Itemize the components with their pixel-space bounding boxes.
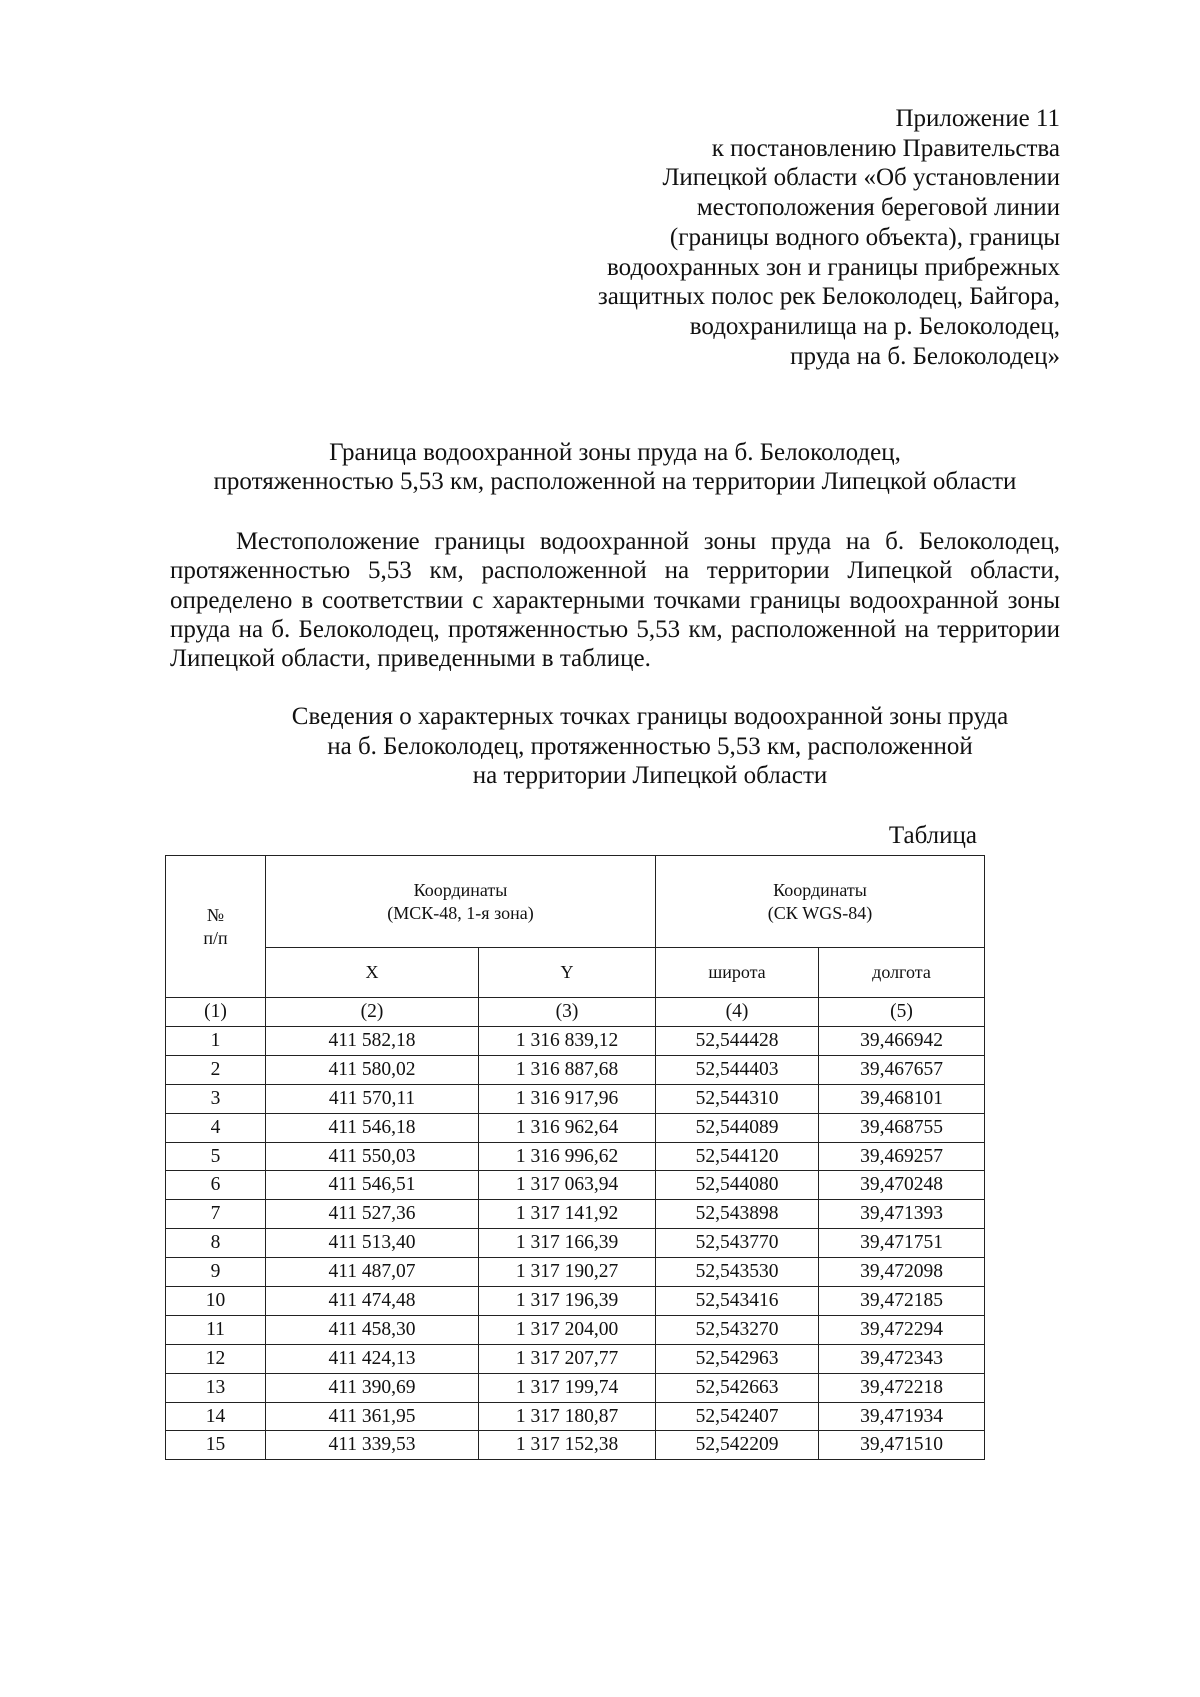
table-row (166, 1229, 985, 1258)
table-row (166, 1200, 985, 1229)
table-cell: 411 582,18 (266, 1027, 479, 1056)
table-cell: 411 424,13 (266, 1344, 479, 1373)
table-row (166, 1344, 985, 1373)
table-cell: 39,472294 (819, 1315, 985, 1344)
table-row (166, 1113, 985, 1142)
table-cell: 2 (166, 1055, 266, 1084)
table-cell: 1 316 887,68 (479, 1055, 656, 1084)
table-cell: 52,542663 (656, 1373, 819, 1402)
col-num-header: № п/п (166, 856, 266, 998)
appendix-line: защитных полос рек Белоколодец, Байгора, (597, 283, 1060, 311)
table-cell: 411 580,02 (266, 1055, 479, 1084)
table-cell: 14 (166, 1402, 266, 1431)
table-cell: 39,468755 (819, 1113, 985, 1142)
table-cell: 39,470248 (819, 1171, 985, 1200)
table-cell: 1 317 204,00 (479, 1315, 656, 1344)
column-index-row (166, 998, 985, 1027)
table-cell: 52,544080 (656, 1171, 819, 1200)
table-cell: 39,471510 (819, 1431, 985, 1460)
table-row (166, 1373, 985, 1402)
table-cell: 52,543416 (656, 1287, 819, 1316)
table-cell: 411 546,18 (266, 1113, 479, 1142)
table-row (166, 1055, 985, 1084)
body-paragraph: Местоположение границы водоохранной зоны пруда на б. Белоколодец, протяженностью 5,53 км, расположенной на территории Липецкой области, определено в соответствии с характерными точками границы водоохранной зоны пруда на б. Белоколодец, протяженностью 5,53 км, расположенной на территории Липецкой области, приведенными в таблице. (170, 528, 1060, 673)
table-cell: 52,544089 (656, 1113, 819, 1142)
table-label: Таблица (888, 822, 977, 849)
table-cell: 39,472218 (819, 1373, 985, 1402)
table-cell: 1 316 996,62 (479, 1142, 656, 1171)
table-cell: 411 527,36 (266, 1200, 479, 1229)
column-index-cell: (1) (166, 998, 266, 1027)
table-cell: 39,472343 (819, 1344, 985, 1373)
appendix-line: водоохранных зон и границы прибрежных (607, 253, 1060, 281)
table-cell: 39,471751 (819, 1229, 985, 1258)
table-row (166, 1287, 985, 1316)
table-cell: 13 (166, 1373, 266, 1402)
table-cell: 52,543270 (656, 1315, 819, 1344)
table-cell: 52,544428 (656, 1027, 819, 1056)
table-cell: 1 317 063,94 (479, 1171, 656, 1200)
table-cell: 39,469257 (819, 1142, 985, 1171)
appendix-line: Липецкой области «Об установлении (662, 164, 1060, 192)
column-index-cell: (4) (656, 998, 819, 1027)
table-cell: 411 546,51 (266, 1171, 479, 1200)
table-row (166, 1171, 985, 1200)
table-row (166, 1142, 985, 1171)
table-cell: 411 361,95 (266, 1402, 479, 1431)
table-cell: 9 (166, 1258, 266, 1287)
table-cell: 4 (166, 1113, 266, 1142)
appendix-line: (границы водного объекта), границы (669, 223, 1060, 251)
table-row (166, 1431, 985, 1460)
table-cell: 411 487,07 (266, 1258, 479, 1287)
table-row (166, 1315, 985, 1344)
table-cell: 411 474,48 (266, 1287, 479, 1316)
table-caption (250, 702, 1050, 791)
table-cell: 1 317 152,38 (479, 1431, 656, 1460)
appendix-line: водохранилища на р. Белоколодец, (689, 312, 1060, 340)
table-cell: 6 (166, 1171, 266, 1200)
table-cell: 52,542209 (656, 1431, 819, 1460)
caption-line: Сведения о характерных точках границы водоохранной зоны пруда (291, 703, 1009, 730)
appendix-line: местоположения береговой линии (696, 194, 1060, 222)
table-cell: 52,542963 (656, 1344, 819, 1373)
col-lat-header: широта (656, 948, 819, 998)
table-cell: 52,544310 (656, 1084, 819, 1113)
title-line: Граница водоохранной зоны пруда на б. Белоколодец, (329, 439, 901, 466)
table-cell: 1 (166, 1027, 266, 1056)
table-cell: 1 317 190,27 (479, 1258, 656, 1287)
table-cell: 39,467657 (819, 1055, 985, 1084)
table-cell: 52,543898 (656, 1200, 819, 1229)
table-cell: 411 390,69 (266, 1373, 479, 1402)
table-cell: 3 (166, 1084, 266, 1113)
col-y-header: Y (479, 948, 656, 998)
table-cell: 7 (166, 1200, 266, 1229)
table-cell: 1 317 166,39 (479, 1229, 656, 1258)
column-index-cell: (5) (819, 998, 985, 1027)
table-cell: 52,543530 (656, 1258, 819, 1287)
column-index-cell: (2) (266, 998, 479, 1027)
col-wgs-header: Координаты (СК WGS-84) (656, 856, 985, 948)
document-title (170, 438, 1060, 496)
appendix-header (598, 104, 1060, 371)
table-cell: 1 317 196,39 (479, 1287, 656, 1316)
col-x-header: X (266, 948, 479, 998)
appendix-line: к постановлению Правительства (711, 134, 1060, 162)
table-row (166, 1258, 985, 1287)
appendix-line: пруда на б. Белоколодец» (790, 342, 1060, 370)
table-row (166, 1084, 985, 1113)
table-cell: 411 570,11 (266, 1084, 479, 1113)
table-cell: 411 458,30 (266, 1315, 479, 1344)
table-cell: 1 317 180,87 (479, 1402, 656, 1431)
table-cell: 39,466942 (819, 1027, 985, 1056)
appendix-line: Приложение 11 (895, 105, 1060, 132)
table-cell: 5 (166, 1142, 266, 1171)
table-cell: 1 317 141,92 (479, 1200, 656, 1229)
table-cell: 411 339,53 (266, 1431, 479, 1460)
table-cell: 52,544403 (656, 1055, 819, 1084)
table-cell: 1 316 917,96 (479, 1084, 656, 1113)
table-cell: 8 (166, 1229, 266, 1258)
col-msk-header: Координаты (МСК-48, 1-я зона) (266, 856, 656, 948)
table-cell: 1 317 199,74 (479, 1373, 656, 1402)
table-cell: 1 316 839,12 (479, 1027, 656, 1056)
table-row (166, 1402, 985, 1431)
table-cell: 39,471934 (819, 1402, 985, 1431)
table-cell: 52,543770 (656, 1229, 819, 1258)
title-line: протяженностью 5,53 км, расположенной на территории Липецкой области (213, 468, 1017, 495)
column-index-cell: (3) (479, 998, 656, 1027)
coordinates-table (165, 855, 985, 1460)
table-row (166, 1027, 985, 1056)
table-cell: 411 550,03 (266, 1142, 479, 1171)
table-cell: 11 (166, 1315, 266, 1344)
table-cell: 52,544120 (656, 1142, 819, 1171)
table-cell: 52,542407 (656, 1402, 819, 1431)
table-cell: 39,472185 (819, 1287, 985, 1316)
table-cell: 10 (166, 1287, 266, 1316)
caption-line: на б. Белоколодец, протяженностью 5,53 км, расположенной (327, 732, 973, 760)
caption-line: на территории Липецкой области (472, 762, 828, 789)
table-cell: 39,468101 (819, 1084, 985, 1113)
table-cell: 39,472098 (819, 1258, 985, 1287)
table-cell: 39,471393 (819, 1200, 985, 1229)
table-cell: 1 316 962,64 (479, 1113, 656, 1142)
table-cell: 1 317 207,77 (479, 1344, 656, 1373)
col-lon-header: долгота (819, 948, 985, 998)
table-cell: 12 (166, 1344, 266, 1373)
table-cell: 15 (166, 1431, 266, 1460)
table-cell: 411 513,40 (266, 1229, 479, 1258)
